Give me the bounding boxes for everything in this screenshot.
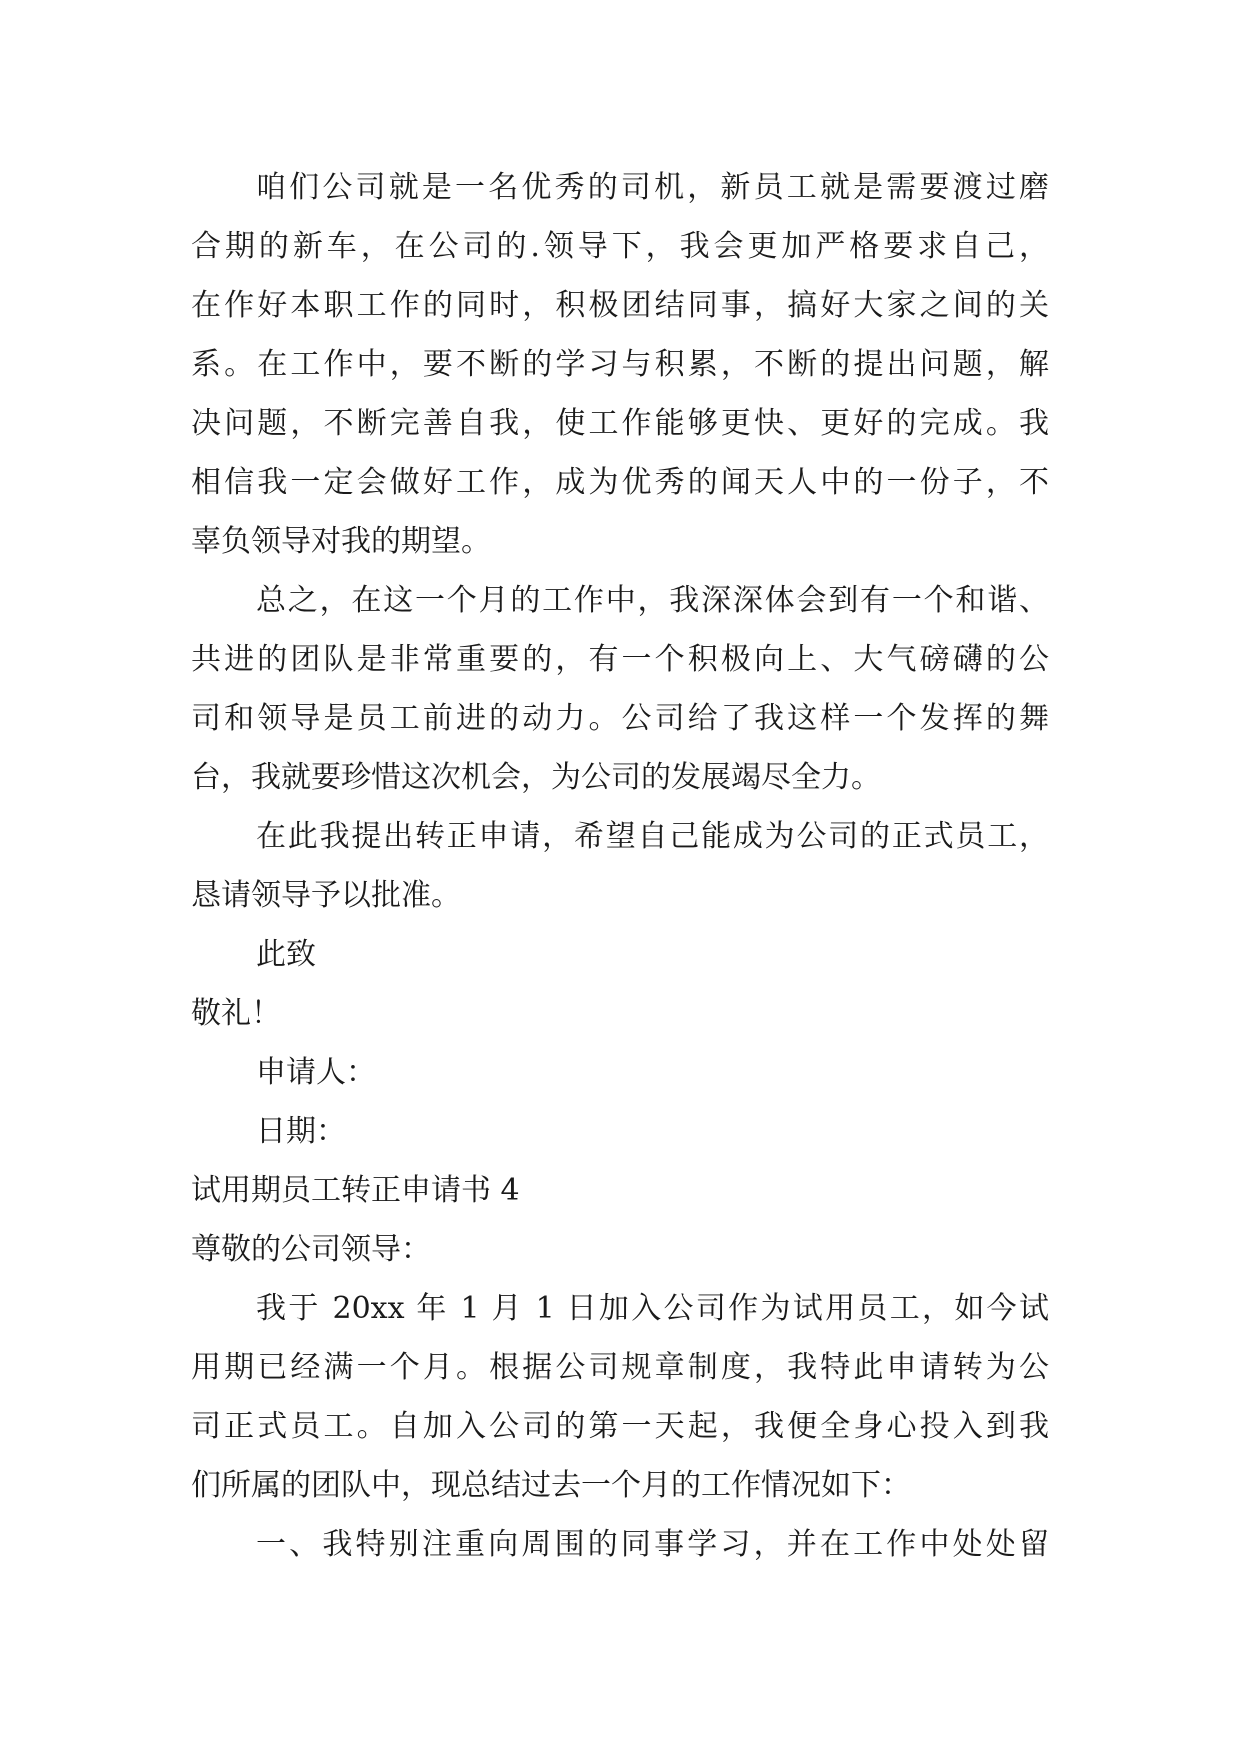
text-line: 在此我提出转正申请，希望自己能成为公司的正式员工， bbox=[256, 819, 1049, 854]
text-line: 用期已经满一个月。根据公司规章制度，我特此申请转为公 bbox=[191, 1350, 1049, 1385]
text-line: 恳请领导予以批准。 bbox=[191, 878, 461, 913]
applicant-label: 申请人： bbox=[256, 1055, 376, 1090]
closing-respect: 敬礼！ bbox=[191, 996, 281, 1031]
date-label: 日期： bbox=[256, 1114, 346, 1149]
text-line: 台，我就要珍惜这次机会，为公司的发展竭尽全力。 bbox=[191, 760, 881, 795]
text-line: 共进的团队是非常重要的，有一个积极向上、大气磅礴的公 bbox=[191, 642, 1049, 677]
text-line: 合期的新车，在公司的.领导下，我会更加严格要求自己， bbox=[191, 229, 1049, 264]
section-title: 试用期员工转正申请书 4 bbox=[191, 1173, 520, 1208]
paragraph-request bbox=[191, 807, 1049, 925]
text-line: 司正式员工。自加入公司的第一天起，我便全身心投入到我 bbox=[191, 1409, 1049, 1444]
letter-greeting: 尊敬的公司领导： bbox=[191, 1232, 431, 1267]
list-item-one: 一、我特别注重向周围的同事学习，并在工作中处处留 bbox=[256, 1527, 1049, 1562]
text-line: 总之，在这一个月的工作中，我深深体会到有一个和谐、 bbox=[256, 583, 1049, 618]
text-line: 辜负领导对我的期望。 bbox=[191, 524, 491, 559]
paragraph-summary bbox=[191, 571, 1049, 807]
text-line: 咱们公司就是一名优秀的司机，新员工就是需要渡过磨 bbox=[256, 170, 1049, 205]
closing-salutation: 此致 bbox=[256, 937, 316, 972]
text-line: 系。在工作中，要不断的学习与积累，不断的提出问题，解 bbox=[191, 347, 1049, 382]
text-line: 在作好本职工作的同时，积极团结同事，搞好大家之间的关 bbox=[191, 288, 1049, 323]
document-content bbox=[191, 158, 1049, 1574]
text-line: 我于 20xx 年 1 月 1 日加入公司作为试用员工，如今试 bbox=[256, 1291, 1049, 1326]
text-line: 决问题，不断完善自我，使工作能够更快、更好的完成。我 bbox=[191, 406, 1049, 441]
text-line: 相信我一定会做好工作，成为优秀的闻天人中的一份子，不 bbox=[191, 465, 1049, 500]
text-line: 们所属的团队中，现总结过去一个月的工作情况如下： bbox=[191, 1468, 911, 1503]
paragraph-team-spirit bbox=[191, 158, 1049, 571]
text-line: 司和领导是员工前进的动力。公司给了我这样一个发挥的舞 bbox=[191, 701, 1049, 736]
paragraph-intro bbox=[191, 1279, 1049, 1515]
